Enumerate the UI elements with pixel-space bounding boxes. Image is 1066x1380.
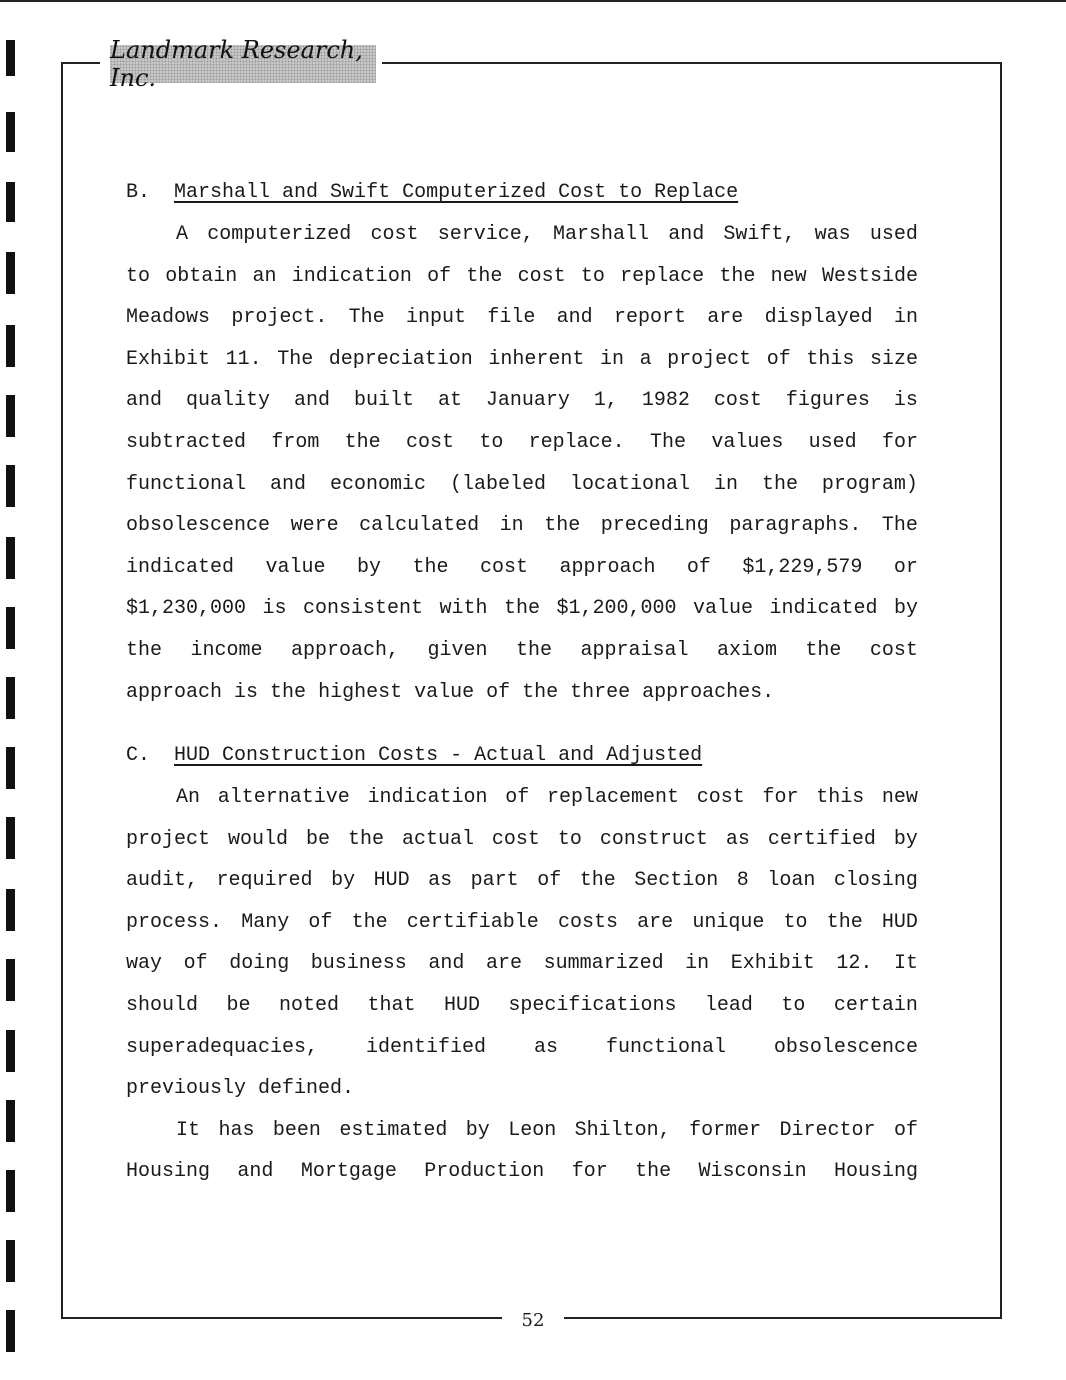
text-line: [126, 902, 918, 944]
word: to: [781, 993, 806, 1017]
word: computerized: [207, 223, 352, 246]
text-line: [126, 505, 918, 547]
word: cost: [479, 555, 528, 579]
word: the: [761, 472, 798, 496]
word: the: [515, 638, 552, 662]
word: The: [881, 514, 918, 538]
word: and: [270, 472, 307, 496]
word: service,: [437, 223, 534, 246]
text-line: [126, 860, 918, 902]
word: Section: [634, 869, 719, 893]
word: the: [544, 514, 581, 538]
word: are: [637, 910, 674, 934]
word: The: [649, 430, 686, 454]
word: by: [893, 827, 918, 851]
word: cost: [491, 827, 540, 851]
word: paragraphs.: [729, 514, 862, 538]
word: in: [713, 472, 738, 496]
section-c-title: HUD Construction Costs - Actual and Adjusted: [174, 744, 703, 767]
word: in: [893, 306, 918, 330]
word: required: [216, 869, 313, 893]
word: to: [479, 430, 504, 454]
word: this: [806, 347, 855, 371]
word: as: [533, 1035, 558, 1059]
word: of: [427, 264, 452, 288]
section-c-heading: C. HUD Construction Costs - Actual and Adjusted: [126, 744, 703, 767]
text-line: [126, 380, 918, 422]
word: be: [305, 827, 330, 851]
text-line: [126, 1068, 918, 1110]
word: An: [176, 786, 201, 809]
word: replace: [620, 264, 705, 288]
word: approach: [559, 555, 656, 579]
word: by: [331, 869, 356, 893]
word: for: [881, 430, 918, 454]
word: at: [437, 389, 462, 413]
word: calculated: [359, 514, 480, 538]
word: way: [126, 952, 163, 976]
text-line: [126, 339, 918, 381]
word: A: [176, 223, 189, 246]
word: of: [505, 786, 530, 809]
section-b-body: [126, 214, 918, 713]
word: the: [579, 869, 616, 893]
word: noted: [278, 993, 339, 1017]
word: economic: [329, 472, 426, 496]
word: in: [599, 347, 624, 371]
word: an: [252, 264, 277, 288]
word: and: [668, 223, 705, 246]
word: indicated: [769, 597, 878, 621]
word: certified: [767, 827, 876, 851]
word: cost: [713, 389, 762, 413]
word: replacement: [546, 786, 679, 809]
word: as: [725, 827, 750, 851]
word: functional: [605, 1035, 726, 1059]
word: as: [428, 869, 453, 893]
word: and: [556, 306, 593, 330]
word: replace.: [528, 430, 625, 454]
word: were: [290, 514, 339, 538]
word: is: [234, 680, 271, 704]
word: $1,230,000: [126, 597, 247, 621]
word: $1,200,000: [556, 597, 677, 621]
word: displayed: [764, 306, 873, 330]
word: Meadows: [126, 306, 211, 330]
word: used: [869, 223, 918, 246]
word: of: [537, 869, 562, 893]
word: certain: [833, 993, 918, 1017]
word: Director: [779, 1118, 876, 1142]
word: would: [227, 827, 288, 851]
word: value: [414, 680, 487, 704]
word: loan: [767, 869, 816, 893]
section-c-paragraph-2: [126, 1110, 918, 1193]
word: to: [126, 264, 151, 288]
word: the: [126, 638, 163, 662]
word: appraisal: [580, 638, 689, 662]
word: the: [351, 910, 388, 934]
word: Leon: [508, 1118, 557, 1142]
text-line: [126, 819, 918, 861]
word: identified: [365, 1035, 487, 1059]
text-line: [126, 297, 918, 339]
word: functional: [126, 472, 247, 496]
section-c: [126, 735, 918, 1193]
word: construct: [599, 827, 708, 851]
word: the: [503, 597, 540, 621]
word: costs: [557, 910, 618, 934]
word: is: [893, 389, 918, 413]
word: report: [613, 306, 686, 330]
word: a: [639, 347, 652, 371]
word: lead: [704, 993, 753, 1017]
word: axiom: [716, 638, 777, 662]
word: program): [821, 472, 918, 496]
word: or: [893, 555, 918, 579]
word: defined.: [258, 1077, 355, 1101]
word: part: [470, 869, 519, 893]
word: approaches.: [642, 680, 775, 704]
word: new: [770, 264, 807, 288]
section-b-title: Marshall and Swift Computerized Cost to Replace: [174, 181, 739, 204]
word: to: [580, 264, 605, 288]
word: of: [893, 1118, 918, 1142]
word: be: [226, 993, 251, 1017]
word: built: [353, 389, 414, 413]
text-line: [126, 1110, 918, 1152]
word: Many: [241, 910, 290, 934]
word: cost: [370, 223, 419, 246]
word: approach: [126, 680, 235, 704]
word: Housing: [833, 1160, 918, 1184]
word: and: [126, 389, 163, 413]
word: depreciation: [328, 347, 473, 371]
word: been: [272, 1118, 321, 1142]
company-logo: [110, 36, 376, 92]
word: Housing: [126, 1160, 211, 1184]
word: (labeled: [449, 472, 546, 496]
word: used: [808, 430, 857, 454]
word: indicated: [126, 555, 235, 579]
word: size: [869, 347, 918, 371]
word: Shilton,: [574, 1118, 671, 1142]
word: input: [405, 306, 466, 330]
word: 12.: [836, 952, 873, 976]
word: HUD: [881, 910, 918, 934]
word: this: [816, 786, 865, 809]
word: for: [571, 1160, 608, 1184]
word: 1,: [593, 389, 618, 413]
word: subtracted: [126, 430, 247, 454]
word: that: [367, 993, 416, 1017]
text-line: [126, 214, 918, 256]
binding-marks: [6, 40, 18, 1370]
word: process.: [126, 910, 223, 934]
word: business: [310, 952, 407, 976]
word: obsolescence: [126, 514, 271, 538]
word: closing: [833, 869, 918, 893]
word: the: [805, 638, 842, 662]
word: by: [893, 597, 918, 621]
word: cost: [517, 264, 566, 288]
word: indication: [291, 264, 412, 288]
word: former: [689, 1118, 762, 1142]
word: by: [356, 555, 381, 579]
word: in: [499, 514, 524, 538]
page-number: 52: [521, 1310, 545, 1331]
word: the: [522, 680, 571, 704]
text-line: [126, 547, 918, 589]
word: obsolescence: [773, 1035, 918, 1059]
word: doing: [229, 952, 290, 976]
word: indication: [367, 786, 488, 809]
word: to: [557, 827, 582, 851]
text-line: [126, 777, 918, 819]
text-line: [126, 588, 918, 630]
word: the: [412, 555, 449, 579]
word: figures: [785, 389, 870, 413]
word: the: [466, 264, 503, 288]
section-c-paragraph-1: [126, 777, 918, 1110]
word: Production: [424, 1160, 545, 1184]
word: of: [183, 952, 208, 976]
word: Exhibit: [126, 347, 211, 371]
word: actual: [401, 827, 474, 851]
word: with: [439, 597, 488, 621]
word: Wisconsin: [698, 1160, 807, 1184]
word: value: [692, 597, 753, 621]
word: audit,: [126, 869, 199, 893]
word: the: [270, 680, 319, 704]
word: are: [707, 306, 744, 330]
word: locational: [569, 472, 690, 496]
word: to: [783, 910, 808, 934]
text-line: [126, 672, 918, 714]
word: from: [271, 430, 320, 454]
text-line: [126, 630, 918, 672]
word: The: [348, 306, 385, 330]
word: values: [711, 430, 784, 454]
word: for: [762, 786, 799, 809]
word: obtain: [165, 264, 238, 288]
word: are: [485, 952, 522, 976]
word: previously: [126, 1077, 259, 1101]
word: Swift,: [723, 223, 796, 246]
word: the: [826, 910, 863, 934]
section-b: [126, 172, 918, 713]
word: certifiable: [406, 910, 539, 934]
word: the: [719, 264, 756, 288]
word: of: [686, 555, 711, 579]
word: given: [427, 638, 488, 662]
word: is: [262, 597, 287, 621]
word: has: [218, 1118, 255, 1142]
text-line: [126, 422, 918, 464]
word: three: [570, 680, 643, 704]
word: superadequacies,: [126, 1035, 319, 1059]
word: and: [428, 952, 465, 976]
word: approach,: [290, 638, 399, 662]
word: of: [486, 680, 523, 704]
text-line: [126, 1027, 918, 1069]
word: Marshall: [552, 223, 649, 246]
word: cost: [869, 638, 918, 662]
word: the: [347, 827, 384, 851]
text-line: [126, 464, 918, 506]
word: unique: [692, 910, 765, 934]
word: was: [814, 223, 851, 246]
word: Exhibit: [730, 952, 815, 976]
word: 11.: [225, 347, 262, 371]
word: Mortgage: [300, 1160, 397, 1184]
word: consistent: [302, 597, 424, 621]
word: value: [265, 555, 326, 579]
word: highest: [318, 680, 415, 704]
word: The: [277, 347, 314, 371]
word: Westside: [821, 264, 918, 288]
text-line: [126, 985, 918, 1027]
page-top-edge: [0, 0, 1066, 2]
word: by: [465, 1118, 490, 1142]
logo-text: Landmark Research, Inc.: [110, 36, 363, 92]
word: the: [635, 1160, 672, 1184]
word: file: [487, 306, 536, 330]
word: project: [667, 347, 752, 371]
word: inherent: [488, 347, 585, 371]
word: and: [293, 389, 330, 413]
word: cost: [696, 786, 745, 809]
word: quality: [185, 389, 270, 413]
word: estimated: [339, 1118, 448, 1142]
word: It: [176, 1118, 201, 1142]
word: preceding: [600, 514, 709, 538]
word: of: [308, 910, 333, 934]
word: cost: [406, 430, 455, 454]
text-line: [126, 943, 918, 985]
word: income: [190, 638, 263, 662]
word: in: [685, 952, 710, 976]
text-line: [126, 256, 918, 298]
word: HUD: [373, 869, 410, 893]
word: new: [881, 786, 918, 809]
word: specifications: [508, 993, 677, 1017]
word: $1,229,579: [742, 555, 863, 579]
word: January: [485, 389, 570, 413]
text-line: [126, 1151, 918, 1193]
word: should: [126, 993, 199, 1017]
word: the: [344, 430, 381, 454]
word: summarized: [543, 952, 664, 976]
word: alternative: [217, 786, 350, 809]
word: and: [237, 1160, 274, 1184]
word: 8: [736, 869, 749, 893]
word: 1982: [641, 389, 690, 413]
word: of: [766, 347, 791, 371]
section-b-heading: B. Marshall and Swift Computerized Cost to Replace: [126, 181, 739, 204]
word: HUD: [443, 993, 480, 1017]
word: project.: [231, 306, 328, 330]
word: It: [893, 952, 918, 976]
word: project: [126, 827, 211, 851]
